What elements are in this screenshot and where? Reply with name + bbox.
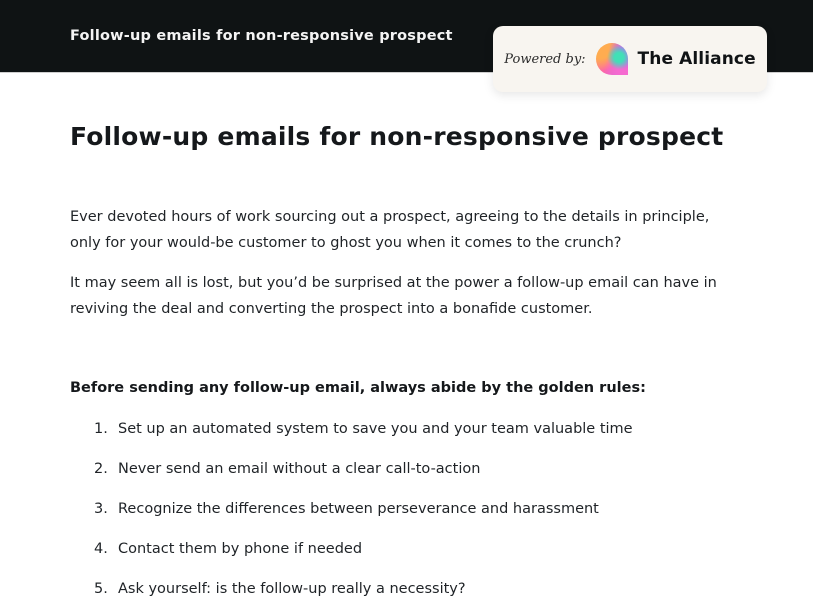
- intro-paragraph-2: It may seem all is lost, but you’d be surprised at the power a follow-up email can have in reviving the deal and converting the prospect into a bonafide customer.: [70, 275, 717, 317]
- golden-rules-list: [70, 416, 740, 602]
- list-item: Recognize the differences between perseverance and harassment: [118, 501, 599, 517]
- page-title: Follow-up emails for non-responsive prospect: [70, 122, 724, 151]
- powered-by-label: Powered by:: [504, 51, 586, 67]
- list-item: Ask yourself: is the follow-up really a necessity?: [118, 581, 466, 597]
- article-body: [0, 122, 813, 602]
- list-item: Never send an email without a clear call-to-action: [118, 461, 481, 477]
- list-item: Contact them by phone if needed: [118, 541, 363, 557]
- top-bar: [0, 0, 813, 73]
- brand-name: The Alliance: [637, 49, 756, 69]
- rules-heading: Before sending any follow-up email, always abide by the golden rules:: [70, 380, 646, 396]
- powered-by-badge[interactable]: [493, 26, 767, 92]
- list-item: Set up an automated system to save you and your team valuable time: [118, 421, 633, 437]
- topbar-title: Follow-up emails for non-responsive prospect: [70, 28, 453, 44]
- intro-paragraph-1: Ever devoted hours of work sourcing out a prospect, agreeing to the details in principle, only for your would-be customer to ghost you when it comes to the crunch?: [70, 209, 710, 251]
- alliance-gradient-bubble-icon: [596, 43, 628, 75]
